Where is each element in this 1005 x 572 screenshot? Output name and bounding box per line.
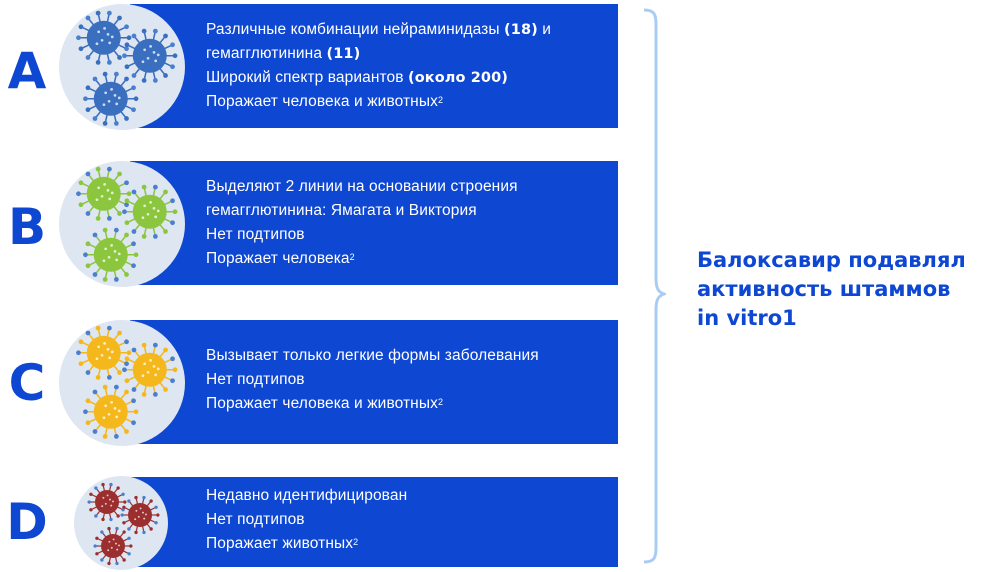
info-box xyxy=(130,4,618,128)
info-box xyxy=(130,161,618,285)
info-text: гемагглютинина xyxy=(206,45,327,62)
info-text: Нет подтипов xyxy=(206,371,305,388)
virus-icon xyxy=(81,69,141,129)
virus-icon xyxy=(81,225,141,285)
reference-superscript: 2 xyxy=(349,252,355,262)
row-letter: A xyxy=(7,42,47,100)
info-line xyxy=(206,66,610,90)
info-line xyxy=(206,247,610,271)
info-text: Вызывает только легкие формы заболевания xyxy=(206,347,539,364)
virus-icon xyxy=(81,382,141,442)
info-highlight: (около 200) xyxy=(407,70,509,86)
info-lines xyxy=(206,18,610,114)
info-text: и xyxy=(537,21,552,38)
info-text: Поражает человека xyxy=(206,250,350,267)
info-lines xyxy=(206,175,610,271)
info-line xyxy=(206,199,610,223)
info-highlight: (18) xyxy=(504,22,538,38)
info-lines xyxy=(206,344,610,416)
info-box xyxy=(130,320,618,444)
info-text: Выделяют 2 линии на основании строения xyxy=(206,178,518,195)
info-text: Различные комбинации нейраминидазы xyxy=(206,21,505,38)
info-text: Поражает животных xyxy=(206,535,354,552)
info-line xyxy=(206,484,610,508)
virus-icon xyxy=(92,525,134,567)
info-line xyxy=(206,90,610,114)
reference-superscript: 2 xyxy=(437,397,444,407)
info-lines xyxy=(206,484,610,556)
info-line xyxy=(206,508,610,532)
info-text: Нет подтипов xyxy=(206,226,305,243)
summary-line-1: Балоксавир подавлял xyxy=(697,248,966,272)
info-line xyxy=(206,368,610,392)
info-line xyxy=(206,344,610,368)
summary-text xyxy=(697,246,997,333)
info-line xyxy=(206,42,610,66)
info-text: гемагглютинина: Ямагата и Виктория xyxy=(206,202,477,219)
row-letter: B xyxy=(7,198,47,256)
summary-line-2: активность штаммов xyxy=(697,277,951,301)
info-text: Поражает человека и животных xyxy=(206,93,438,110)
summary-line-3: in vitro1 xyxy=(697,306,797,330)
info-text: Поражает человека и животных xyxy=(206,395,438,412)
row-letter: D xyxy=(6,493,48,551)
reference-superscript: 2 xyxy=(437,95,444,105)
row-letter: C xyxy=(8,354,46,412)
info-text: Нет подтипов xyxy=(206,511,305,528)
info-line xyxy=(206,392,610,416)
reference-superscript: 2 xyxy=(353,537,359,547)
info-line xyxy=(206,18,610,42)
info-text: Широкий спектр вариантов xyxy=(206,69,408,86)
info-highlight: (11) xyxy=(326,46,361,62)
info-line xyxy=(206,175,610,199)
info-text: Недавно идентифицирован xyxy=(206,487,408,504)
info-line xyxy=(206,223,610,247)
curly-bracket xyxy=(642,8,666,564)
info-box xyxy=(118,477,618,567)
info-line xyxy=(206,532,610,556)
